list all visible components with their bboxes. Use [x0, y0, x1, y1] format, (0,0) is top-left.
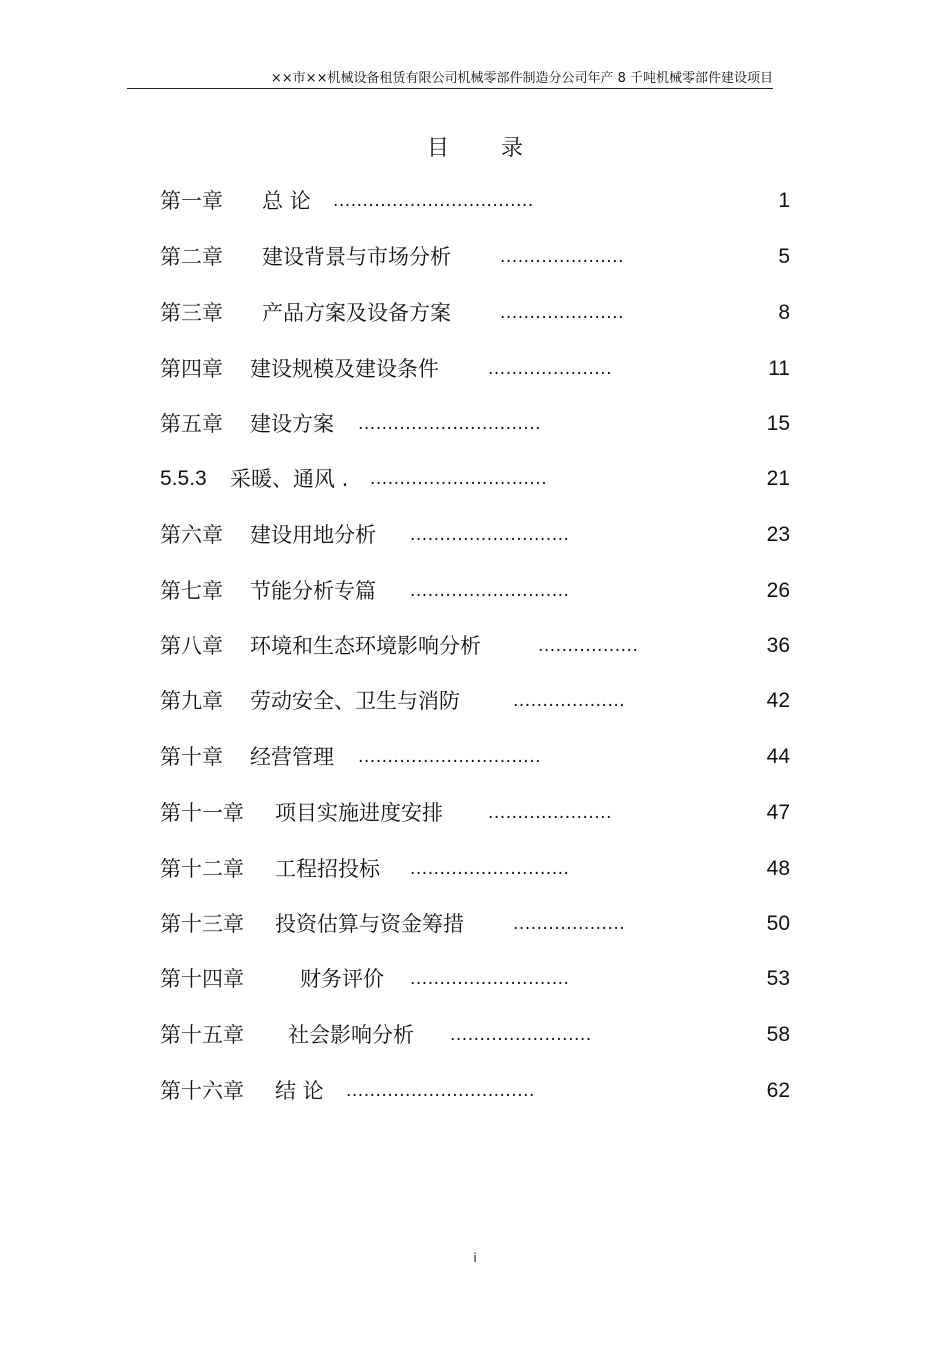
- toc-page-number: 1: [778, 189, 790, 212]
- toc-chapter: 第五章: [160, 412, 223, 436]
- toc-chapter: 第三章: [160, 301, 223, 325]
- toc-page-number: 36: [766, 634, 790, 657]
- toc-chapter: 第八章: [160, 634, 223, 658]
- toc-leader-dots: ...................: [513, 914, 626, 934]
- page-number-footer: i: [473, 1251, 477, 1265]
- toc-chapter: 第七章: [160, 579, 223, 603]
- toc-title-text: 工程招投标: [275, 857, 380, 881]
- toc-leader-dots: ..................................: [333, 191, 534, 211]
- toc-chapter: 第十三章: [160, 912, 244, 936]
- toc-leader-dots: ...............................: [358, 747, 542, 767]
- toc-entry[interactable]: [160, 298, 790, 328]
- toc-leader-dots: .....................: [500, 303, 624, 323]
- toc-page-number: 23: [766, 523, 790, 546]
- toc-chapter: 第十二章: [160, 857, 244, 881]
- toc-leader-dots: ..............................: [370, 469, 548, 489]
- toc-entry[interactable]: [160, 631, 790, 661]
- toc-page-number: 58: [766, 1023, 790, 1046]
- toc-title-text: 建设用地分析: [250, 523, 376, 547]
- toc-page-number: 21: [766, 467, 790, 490]
- toc-leader-dots: .....................: [488, 803, 612, 823]
- toc-page-number: 50: [766, 912, 790, 935]
- toc-entry[interactable]: [160, 854, 790, 884]
- toc-page-number: 11: [768, 357, 790, 380]
- toc-leader-dots: .....................: [500, 247, 624, 267]
- toc-leader-dots: ................................: [346, 1081, 535, 1101]
- title-char-left: 目: [426, 136, 449, 161]
- toc-entry[interactable]: [160, 409, 790, 439]
- toc-page-number: 53: [766, 967, 790, 990]
- toc-chapter: 第十六章: [160, 1079, 244, 1103]
- toc-title-text: 节能分析专篇: [250, 579, 376, 603]
- toc-leader-dots: ........................: [450, 1025, 592, 1045]
- toc-page-number: 47: [766, 801, 790, 824]
- toc-entry[interactable]: [160, 464, 790, 494]
- toc-chapter: 第四章: [160, 357, 223, 381]
- toc-entry[interactable]: [160, 186, 790, 216]
- toc-title-text: 建设方案: [250, 412, 334, 436]
- toc-title-text: 环境和生态环境影响分析: [250, 634, 481, 658]
- toc-title-text: 社会影响分析: [288, 1023, 414, 1047]
- toc-leader-dots: .....................: [488, 359, 612, 379]
- toc-section-number: 5.5.3: [160, 467, 207, 490]
- toc-title-text: 建设背景与市场分析: [262, 245, 451, 269]
- toc-page-number: 8: [778, 301, 790, 324]
- toc-title-text: 财务评价: [300, 967, 384, 991]
- toc-entry[interactable]: [160, 964, 790, 994]
- toc-entry[interactable]: [160, 354, 790, 384]
- running-header: ××市××机械设备租赁有限公司机械零部件制造分公司年产 8 千吨机械零部件建设项目: [127, 70, 773, 89]
- toc-chapter: 第十四章: [160, 967, 244, 991]
- toc-title-text: 经营管理: [250, 745, 334, 769]
- toc-chapter: 第一章: [160, 189, 223, 213]
- toc-leader-dots: ...................: [513, 691, 626, 711]
- toc-chapter: 第六章: [160, 523, 223, 547]
- toc-entry[interactable]: [160, 1020, 790, 1050]
- toc-chapter: 第十五章: [160, 1023, 244, 1047]
- toc-entry[interactable]: [160, 576, 790, 606]
- toc-chapter: 第九章: [160, 689, 223, 713]
- toc-entry[interactable]: [160, 1076, 790, 1106]
- toc-entry[interactable]: [160, 742, 790, 772]
- title-char-right: 录: [501, 136, 524, 161]
- toc-title-text: 总 论: [262, 189, 311, 213]
- toc-title-text: 建设规模及建设条件: [250, 357, 439, 381]
- toc-title-text: 采暖、通风 .: [230, 467, 349, 491]
- toc-page-number: 42: [766, 689, 790, 712]
- toc-chapter: 第十一章: [160, 801, 244, 825]
- toc-entry[interactable]: [160, 909, 790, 939]
- toc-title-text: 结 论: [275, 1079, 324, 1103]
- toc-page-number: 15: [766, 412, 790, 435]
- toc-title-text: 投资估算与资金筹措: [275, 912, 464, 936]
- toc-entry[interactable]: [160, 242, 790, 272]
- toc-entry[interactable]: [160, 686, 790, 716]
- toc-page-number: 62: [766, 1079, 790, 1102]
- toc-leader-dots: ...........................: [410, 581, 570, 601]
- toc-leader-dots: ...........................: [410, 859, 570, 879]
- toc-leader-dots: ...............................: [358, 414, 542, 434]
- toc-page-number: 26: [766, 579, 790, 602]
- toc-title-text: 劳动安全、卫生与消防: [250, 689, 460, 713]
- toc-title-text: 项目实施进度安排: [275, 801, 443, 825]
- toc-leader-dots: ...........................: [410, 525, 570, 545]
- toc-leader-dots: ...........................: [410, 969, 570, 989]
- toc-page-number: 44: [766, 745, 790, 768]
- toc-chapter: 第二章: [160, 245, 223, 269]
- toc-entry[interactable]: [160, 520, 790, 550]
- toc-entry[interactable]: [160, 798, 790, 828]
- toc-leader-dots: .................: [538, 636, 639, 656]
- toc-title-text: 产品方案及设备方案: [262, 301, 451, 325]
- toc-page-number: 5: [778, 245, 790, 268]
- toc-page-number: 48: [766, 857, 790, 880]
- toc-chapter: 第十章: [160, 745, 223, 769]
